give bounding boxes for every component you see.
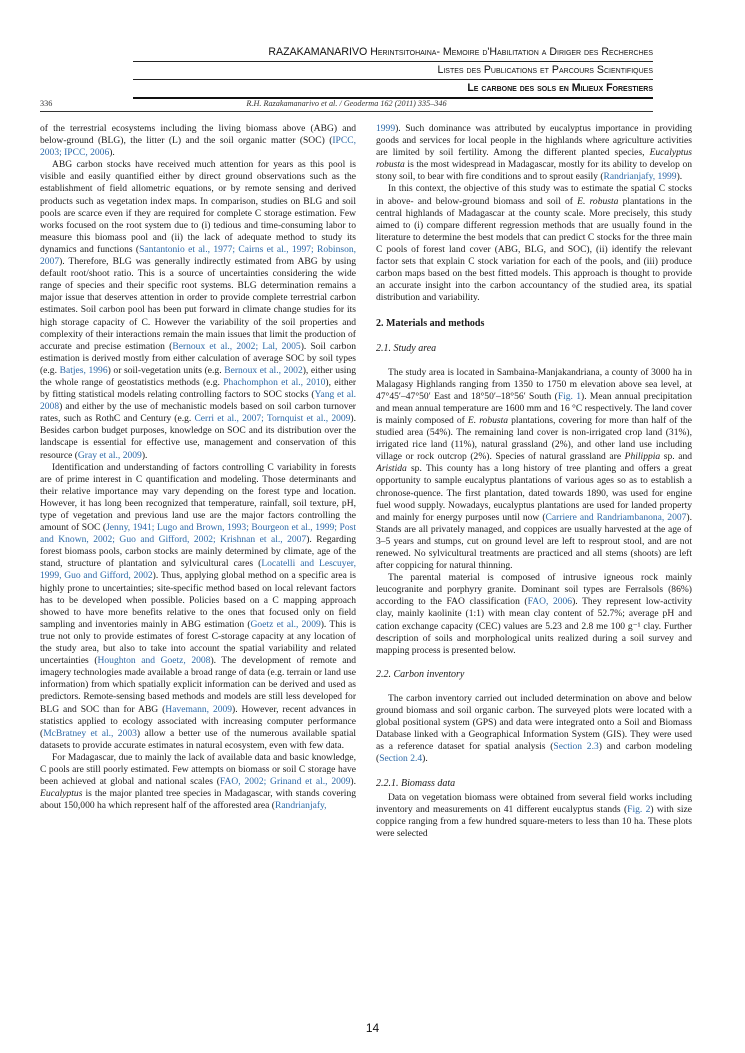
paragraph: Data on vegetation biomass were obtained from several field works including inventory and measurements on 41 different eucalyptus stands (Fig. 2) with size coppice ranging from a few hundred square-meters to less than 10 ha. These plots were selected [376, 791, 692, 839]
journal-citation: R.H. Razakamanarivo et al. / Geoderma 162 (2011) 335–346 [246, 99, 447, 108]
paragraph: of the terrestrial ecosystems including the living biomass above (ABG) and below-ground (BLG), the litter (L) and the soil organic matter (SOC) (IPCC, 2003; IPCC, 2006). [40, 123, 356, 159]
section-link[interactable]: Section 2.3 [553, 741, 599, 753]
citation-link[interactable]: FAO, 2002; Grinand et al., 2009 [219, 776, 351, 788]
paragraph: The parental material is composed of intrusive igneous rock mainly leucogranite and porphyry granite. Dominant soil types are Ferralsols (86%) according to the FAO classification (FAO, 2006). They represent low-activity clay, mainly kaolinite (1:1) with mean clay content of 52.7%; average pH and cation exchange capacity (CEC) values are 5.23 and 2.8 me 100 g⁻¹ clay. Further description of soils and morphological units realized during a soil survey and mapping process is presented below. [376, 572, 692, 656]
running-header-line-2: Listes des Publications et Parcours Scientifiques [133, 62, 653, 80]
citation-link[interactable]: Houghton and Goetz, 2008 [97, 655, 211, 667]
citation-link[interactable]: Bernoux et al., 2002 [224, 364, 303, 376]
running-header [133, 44, 653, 99]
section-heading: 2. Materials and methods [376, 318, 485, 330]
citation-link[interactable]: Goetz et al., 2009 [250, 618, 321, 630]
citation-link[interactable]: Jenny, 1941; Lugo and Brown, 1993; Bourgeon et al., 1999; Post and Known, 2002; Guo and Gifford, 2002; Krishnan et al., 2007 [40, 522, 356, 546]
citation-link[interactable]: Cerri et al., 2007; Tornquist et al., 2009 [194, 413, 351, 425]
paragraph: The carbon inventory carried out included determination on above and below ground biomass and soil organic carbon. The surveyed plots were located with a global positional system (GPS) and data were integrated onto a Soil and Biomass Database linked with a Geographical Information System (GIS). They were used as a reference dataset for spatial analysis (Section 2.3) and carbon modeling (Section 2.4). [376, 692, 692, 765]
subsection-heading: 2.1. Study area [376, 342, 437, 354]
journal-page-number: 336 [40, 99, 53, 108]
citation-link[interactable]: Santantonio et al., 1977; Cairns et al., 1997; Robinson, 2007 [40, 243, 356, 268]
section-link[interactable]: Section 2.4 [379, 753, 423, 765]
running-header-line-1: RAZAKAMANARIVO Herintsitohaina- Memoire d'Habilitation a Diriger des Recherches [133, 44, 653, 62]
page-number: 14 [365, 1021, 380, 1035]
right-column [376, 123, 692, 983]
citation-link[interactable]: Yang et al. 2008 [40, 389, 356, 413]
citation-link[interactable]: Randrianjafy, 1999 [603, 171, 677, 183]
left-column [40, 123, 356, 983]
citation-link[interactable]: FAO, 2006 [527, 596, 573, 608]
paragraph: The study area is located in Sambaina-Manjakandriana, a county of 3000 ha in Malagasy Highlands ranging from 1350 to 1750 m elevation above sea level, at 47°45′–47°50′ East and 18°50′–18°56′ South (Fig. 1). Mean annual precipitation and mean annual temperature are 1600 mm and 16 °C respectively. The land cover is mainly composed of E. robusta plantations, covering for more than half of the studied area (54%). The remaining land cover is non-irrigated crop land (31%), irrigated rice land (11%), natural grassland (2%), and other land use including village or rock outcrop (2%). Species of natural grassland are Philippia sp. and Aristida sp. This county has a long history of tree planting and offers a great opportunity to sample eucalyptus plantations of various ages so as to establish a chronose-quence. The first plantation, dated towards 1890, was used for engine fuel wood supply. Nowadays, eucalyptus plantations are used for landed property and mainly for energy purposes until now (Carriere and Randriambanona, 2007). Stands are all privately managed, and coppices are usually harvested at the age of 3–5 years and stumps, cut on ground level are left to resprout stool, and are not renewed. No sylvicultural treatments are practiced and all stems (shoots) are left after coppicing for natural thinning. [376, 366, 692, 572]
paragraph: In this context, the objective of this study was to estimate the spatial C stocks in above- and below-ground biomass and soil of E. robusta plantations in the central highlands of Madagascar at the county scale. More precisely, this study aimed to (i) compare different regression methods that are usually found in the literature to determine the best models that can predict C stocks for the three main C pools of forest land cover (ABG, BLG, and SOC), (ii) identify the relevant factor sets that explain C stock variation for each of the pools, and (iii) produce carbon maps based on the best fitted models. This approach is thought to provide an accurate insight into the carbon accountancy of the studied area, its spatial distribution and variability. [376, 183, 692, 304]
citation-link[interactable]: Randrianjafy, [274, 800, 327, 812]
subsection-heading: 2.2. Carbon inventory [376, 668, 465, 680]
citation-link[interactable]: Bernoux et al., 2002; Lal, 2005 [172, 340, 301, 352]
citation-link[interactable]: Gray et al., 2009 [77, 449, 142, 461]
figure-link[interactable]: Fig. 1 [557, 390, 582, 402]
citation-link[interactable]: IPCC, 2003; IPCC, 2006 [40, 135, 356, 159]
running-header-line-3: Le carbone des sols en Milieux Forestiers [133, 80, 653, 99]
figure-link[interactable]: Fig. 2 [627, 803, 651, 815]
paragraph: 1999). Such dominance was attributed by eucalyptus importance in providing goods and services for local people in the highlands where agriculture activities are limited by soil fertility. Among the different planted species, Eucalyptus robusta is the most widespread in Madagascar, mostly for its ability to develop on stony soil, to bear with fire conditions and to sprout easily (Randrianjafy, 1999). [376, 123, 692, 183]
subsubsection-heading: 2.2.1. Biomass data [376, 777, 456, 789]
citation-link[interactable]: McBratney et al., 2003 [43, 727, 137, 739]
citation-link[interactable]: Carriere and Randriambanona, 2007 [545, 511, 687, 523]
citation-link[interactable]: 1999 [376, 123, 396, 134]
paragraph: ABG carbon stocks have received much attention for years as this pool is visible and easily quantified either by direct ground observations such as the establishment of field allometric equations, or by remote sensing and derived products such as vegetation index maps. In comparison, studies on BLG and soil pools are scarce even if they are required for complete C storage estimation. Few works focused on the root system due to (i) tedious and time-consuming labor to measure this biomass pool and (ii) the lack of adequate method to study its dynamics and functions (Santantonio et al., 1977; Cairns et al., 1997; Robinson, 2007). Therefore, BLG was generally indirectly estimated from ABG by using default root/shoot ratio. This is a source of uncertainties considering the wide range of species and their specific root systems. BLG determination remains a major issue that deserves attention in order to provide complete terrestrial carbon estimates. Soil carbon pool has been put forward in climate change studies for its high storage capacity of C. However the variability of the soil properties and complexity of their interactions remain the main issues that limit the production of accurate and precise estimation (Bernoux et al., 2002; Lal, 2005). Soil carbon estimation is derived mostly from either calculation of average SOC by soil types (e.g. Batjes, 1996) or soil-vegetation units (e.g. Bernoux et al., 2002), either using the whole range of geostatistics methods (e.g. Phachomphon et al., 2010), either by fitting statistical models relating controlling factors to SOC stocks (Yang et al. 2008) and either by the use of mechanistic models based on soil carbon turnover rates, such as RothC and Century (e.g. Cerri et al., 2007; Tornquist et al., 2009). Besides carbon budget purposes, knowledge on SOC and its distribution over the landscape is essential for effective use, management and conservation of this resource (Gray et al., 2009). [40, 159, 356, 461]
citation-link[interactable]: Phachomphon et al., 2010 [223, 376, 326, 388]
citation-link[interactable]: Locatelli and Lescuyer, 1999, Guo and Gifford, 2002 [40, 558, 356, 582]
paragraph: For Madagascar, due to mainly the lack of available data and basic knowledge, C pools are still poorly estimated. Few attempts on biomass or soil C storage have been achieved at global and national scales (FAO, 2002; Grinand et al., 2009). Eucalyptus is the major planted tree species in Madagascar, with stands covering about 150,000 ha which represent half of the afforested area (Randrianjafy, [40, 751, 356, 812]
citation-link[interactable]: Batjes, 1996 [59, 364, 108, 376]
journal-header [40, 99, 653, 112]
paragraph: Identification and understanding of factors controlling C variability in forests are of prime interest in C quantification and modeling. Those determinants and their relative importance may vary depending on the forest type and location. However, it has long been recognized that temperature, rainfall, soil texture, pH, type of vegetation and previous land use are the major factors controlling the amount of SOC (Jenny, 1941; Lugo and Brown, 1993; Bourgeon et al., 1999; Post and Known, 2002; Guo and Gifford, 2002; Krishnan et al., 2007). Regarding forest biomass pools, carbon stocks are mainly determined by climate, age of the stand, structure of plantation and sylvicultural cares (Locatelli and Lescuyer, 1999, Guo and Gifford, 2002). Thus, applying global method on a specific area is highly prone to uncertainties; site-specific method based on local relevant factors has to be developed when possible. Policies based on a C mapping approach showed to have more benefits relative to the ones that focused only on field sampling and inventories mainly in ABG estimation (Goetz et al., 2009). This is true not only to provide estimates of forest C-storage capacity at any location of the study area, but also to take into account the spatial variability and related uncertainties (Houghton and Goetz, 2008). The development of remote and imagery technologies made available a broad range of data (e.g. terrain or land use information) from which spatially explicit information can be derived and used as predictors. Remote-sensing based methods and models are still less developed for BLG and SOC than for ABG (Havemann, 2009). However, recent advances in statistics applied to ecology associated with increasing computer performance (McBratney et al., 2003) allow a better use of the numerous available spatial datasets to provide accurate estimates in natural ecosystem, even with few data. [40, 461, 356, 751]
citation-link[interactable]: Havemann, 2009 [165, 703, 233, 715]
